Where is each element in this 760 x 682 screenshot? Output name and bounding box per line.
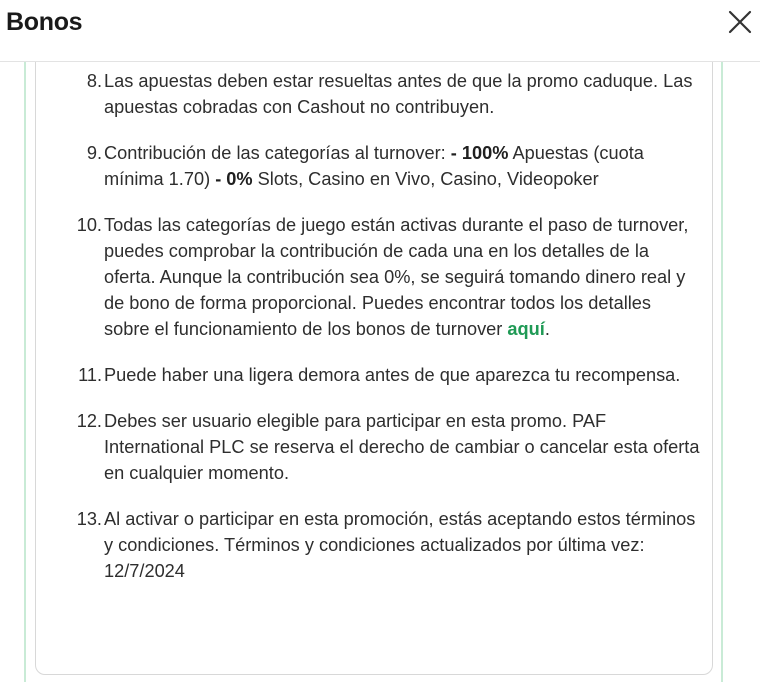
term-text-part: Todas las categorías de juego están activas durante el paso de turnover, puedes comprobar la contribución de cada una en los detalles de la oferta. Aunque la contribución sea 0%, se seguirá tomando dinero real y de bono de forma proporcional. Puedes encontrar todos los detalles sobre el funcionamiento de los bonos de turnover [104,215,689,339]
term-item-10 [70,212,700,342]
term-bold-percent: - 100% [450,143,509,163]
term-text: Puede haber una ligera demora antes de que aparezca tu recompensa. [104,365,681,385]
modal-header [0,0,760,62]
term-item-8 [70,68,700,120]
term-number: 9. [86,143,102,163]
term-number: 10. [76,215,102,235]
term-item-13 [70,506,700,584]
term-text-part: Contribución de las categorías al turnover: [104,143,451,163]
term-item-11 [70,362,700,388]
term-number: 13. [76,509,102,529]
term-text: Las apuestas deben estar resueltas antes de que la promo caduque. Las apuestas cobradas con Cashout no contribuyen. [104,71,693,117]
term-item-12 [70,408,700,486]
term-text [104,143,644,189]
term-text: Al activar o participar en esta promoción, estás aceptando estos términos y condiciones. Términos y condiciones actualizados por última vez: 12/7/2024 [104,509,696,581]
term-text [104,215,688,339]
term-number: 12. [76,411,102,431]
turnover-details-link[interactable]: aquí [507,319,545,339]
modal-title: Bonos [6,8,83,36]
close-icon[interactable] [726,8,754,36]
term-number: 8. [86,71,102,91]
terms-list [70,68,700,604]
term-item-9 [70,140,700,192]
term-text-part: Slots, Casino en Vivo, Casino, Videopoker [252,169,599,189]
term-text-part: Apuestas (cuota mínima 1.70) [104,143,644,189]
term-text-part: . [544,319,550,339]
term-number: 11. [78,365,102,385]
term-bold-percent: - 0% [215,169,253,189]
term-text: Debes ser usuario elegible para participar en esta promo. PAF International PLC se reserva el derecho de cambiar o cancelar esta oferta en cualquier momento. [104,411,700,483]
